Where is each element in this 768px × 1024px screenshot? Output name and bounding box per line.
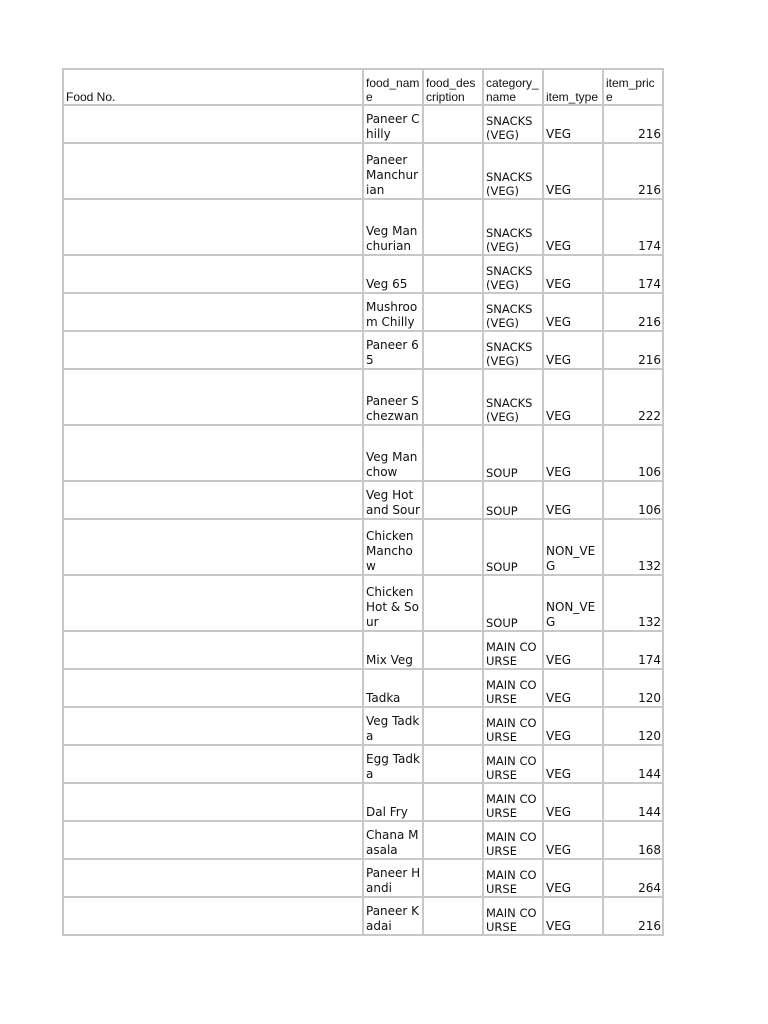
header-food-no[interactable]: Food No. — [63, 69, 363, 105]
table-row — [63, 897, 663, 935]
cell-item-price[interactable]: 174 — [603, 199, 663, 255]
cell-food-no[interactable] — [63, 821, 363, 859]
cell-item-type[interactable]: VEG — [543, 425, 603, 481]
cell-food-name[interactable]: Paneer Chilly — [363, 105, 423, 143]
cell-food-name[interactable]: Mushroom Chilly — [363, 293, 423, 331]
cell-item-type[interactable]: VEG — [543, 369, 603, 425]
cell-food-name[interactable]: Veg Tadka — [363, 707, 423, 745]
table-row — [63, 331, 663, 369]
cell-food-name[interactable]: Chicken Manchow — [363, 519, 423, 575]
cell-food-name[interactable]: Paneer Manchurian — [363, 143, 423, 199]
cell-item-type[interactable]: VEG — [543, 669, 603, 707]
cell-category-name[interactable]: MAIN COURSE — [483, 821, 543, 859]
table-row — [63, 631, 663, 669]
cell-category-name[interactable]: SNACKS (VEG) — [483, 331, 543, 369]
header-category-name[interactable]: category_name — [483, 69, 543, 105]
cell-item-type[interactable]: VEG — [543, 707, 603, 745]
cell-food-description[interactable] — [423, 519, 483, 575]
table-row — [63, 745, 663, 783]
cell-category-name[interactable]: SNACKS (VEG) — [483, 199, 543, 255]
cell-food-description[interactable] — [423, 331, 483, 369]
cell-food-description[interactable] — [423, 821, 483, 859]
cell-category-name[interactable]: SOUP — [483, 425, 543, 481]
cell-item-price[interactable]: 216 — [603, 897, 663, 935]
cell-item-price[interactable]: 216 — [603, 331, 663, 369]
cell-item-type[interactable]: VEG — [543, 745, 603, 783]
cell-item-price[interactable]: 144 — [603, 783, 663, 821]
cell-food-no[interactable] — [63, 199, 363, 255]
table-row — [63, 481, 663, 519]
cell-food-description[interactable] — [423, 105, 483, 143]
cell-item-price[interactable]: 264 — [603, 859, 663, 897]
cell-category-name[interactable]: SNACKS (VEG) — [483, 105, 543, 143]
cell-item-type[interactable]: VEG — [543, 783, 603, 821]
cell-category-name[interactable]: SNACKS (VEG) — [483, 369, 543, 425]
cell-food-description[interactable] — [423, 745, 483, 783]
cell-food-no[interactable] — [63, 105, 363, 143]
cell-item-price[interactable]: 216 — [603, 293, 663, 331]
cell-item-price[interactable]: 174 — [603, 631, 663, 669]
cell-food-description[interactable] — [423, 481, 483, 519]
cell-food-no[interactable] — [63, 369, 363, 425]
cell-food-name[interactable]: Egg Tadka — [363, 745, 423, 783]
cell-food-name[interactable]: Dal Fry — [363, 783, 423, 821]
cell-category-name[interactable]: SOUP — [483, 519, 543, 575]
cell-food-no[interactable] — [63, 519, 363, 575]
cell-item-price[interactable]: 120 — [603, 669, 663, 707]
cell-food-name[interactable]: Veg Hot and Sour — [363, 481, 423, 519]
cell-item-price[interactable]: 120 — [603, 707, 663, 745]
cell-item-price[interactable]: 106 — [603, 481, 663, 519]
cell-food-no[interactable] — [63, 331, 363, 369]
cell-category-name[interactable]: MAIN COURSE — [483, 897, 543, 935]
cell-item-type[interactable]: VEG — [543, 897, 603, 935]
cell-food-no[interactable] — [63, 631, 363, 669]
cell-food-description[interactable] — [423, 631, 483, 669]
cell-item-type[interactable]: NON_VEG — [543, 519, 603, 575]
table-row — [63, 105, 663, 143]
cell-item-type[interactable]: VEG — [543, 821, 603, 859]
cell-item-type[interactable]: VEG — [543, 331, 603, 369]
header-item-type[interactable]: item_type — [543, 69, 603, 105]
cell-category-name[interactable]: MAIN COURSE — [483, 783, 543, 821]
cell-food-no[interactable] — [63, 707, 363, 745]
cell-item-price[interactable]: 216 — [603, 143, 663, 199]
cell-item-type[interactable]: VEG — [543, 859, 603, 897]
cell-food-no[interactable] — [63, 669, 363, 707]
cell-food-no[interactable] — [63, 897, 363, 935]
cell-item-type[interactable]: VEG — [543, 199, 603, 255]
cell-food-no[interactable] — [63, 783, 363, 821]
cell-item-type[interactable]: VEG — [543, 293, 603, 331]
cell-food-description[interactable] — [423, 707, 483, 745]
cell-food-name[interactable]: Paneer Handi — [363, 859, 423, 897]
cell-category-name[interactable]: MAIN COURSE — [483, 707, 543, 745]
cell-item-type[interactable]: VEG — [543, 105, 603, 143]
cell-food-name[interactable]: Mix Veg — [363, 631, 423, 669]
cell-food-name[interactable]: Paneer 65 — [363, 331, 423, 369]
cell-item-price[interactable]: 174 — [603, 255, 663, 293]
cell-category-name[interactable]: SOUP — [483, 575, 543, 631]
cell-food-description[interactable] — [423, 369, 483, 425]
cell-food-description[interactable] — [423, 199, 483, 255]
cell-category-name[interactable]: MAIN COURSE — [483, 669, 543, 707]
cell-item-type[interactable]: VEG — [543, 631, 603, 669]
header-item-price[interactable]: item_price — [603, 69, 663, 105]
cell-food-name[interactable]: Chana Masala — [363, 821, 423, 859]
cell-item-type[interactable]: VEG — [543, 143, 603, 199]
table-row — [63, 707, 663, 745]
table-row — [63, 369, 663, 425]
cell-item-price[interactable]: 222 — [603, 369, 663, 425]
cell-food-name[interactable]: Chicken Hot & Sour — [363, 575, 423, 631]
cell-food-no[interactable] — [63, 143, 363, 199]
cell-category-name[interactable]: MAIN COURSE — [483, 745, 543, 783]
cell-food-no[interactable] — [63, 255, 363, 293]
table-row — [63, 859, 663, 897]
cell-food-description[interactable] — [423, 425, 483, 481]
cell-item-price[interactable]: 144 — [603, 745, 663, 783]
cell-item-price[interactable]: 132 — [603, 575, 663, 631]
table-row — [63, 293, 663, 331]
cell-food-no[interactable] — [63, 745, 363, 783]
food-menu-table — [62, 68, 664, 936]
cell-food-description[interactable] — [423, 575, 483, 631]
cell-category-name[interactable]: SOUP — [483, 481, 543, 519]
table-row — [63, 783, 663, 821]
cell-item-price[interactable]: 132 — [603, 519, 663, 575]
header-food-description[interactable]: food_description — [423, 69, 483, 105]
cell-food-description[interactable] — [423, 255, 483, 293]
cell-food-name[interactable]: Paneer Schezwan — [363, 369, 423, 425]
cell-category-name[interactable]: MAIN COURSE — [483, 859, 543, 897]
cell-category-name[interactable]: SNACKS (VEG) — [483, 293, 543, 331]
cell-food-name[interactable]: Veg Manchow — [363, 425, 423, 481]
cell-food-no[interactable] — [63, 481, 363, 519]
cell-food-description[interactable] — [423, 143, 483, 199]
cell-item-type[interactable]: VEG — [543, 481, 603, 519]
cell-food-description[interactable] — [423, 897, 483, 935]
cell-food-name[interactable]: Paneer Kadai — [363, 897, 423, 935]
cell-item-price[interactable]: 106 — [603, 425, 663, 481]
cell-food-no[interactable] — [63, 425, 363, 481]
cell-food-no[interactable] — [63, 293, 363, 331]
table-row — [63, 575, 663, 631]
cell-food-description[interactable] — [423, 783, 483, 821]
cell-food-description[interactable] — [423, 293, 483, 331]
header-row — [63, 69, 663, 105]
cell-food-no[interactable] — [63, 859, 363, 897]
cell-food-name[interactable]: Veg Manchurian — [363, 199, 423, 255]
cell-category-name[interactable]: SNACKS (VEG) — [483, 143, 543, 199]
cell-food-no[interactable] — [63, 575, 363, 631]
cell-item-type[interactable]: NON_VEG — [543, 575, 603, 631]
cell-food-description[interactable] — [423, 669, 483, 707]
cell-category-name[interactable]: MAIN COURSE — [483, 631, 543, 669]
cell-food-description[interactable] — [423, 859, 483, 897]
cell-item-price[interactable]: 216 — [603, 105, 663, 143]
table-row — [63, 669, 663, 707]
cell-item-price[interactable]: 168 — [603, 821, 663, 859]
table-row — [63, 143, 663, 199]
table-row — [63, 255, 663, 293]
header-food-name[interactable]: food_name — [363, 69, 423, 105]
table-row — [63, 821, 663, 859]
table-row — [63, 519, 663, 575]
cell-food-name[interactable]: Tadka — [363, 669, 423, 707]
cell-item-type[interactable]: VEG — [543, 255, 603, 293]
cell-category-name[interactable]: SNACKS (VEG) — [483, 255, 543, 293]
table-row — [63, 199, 663, 255]
cell-food-name[interactable]: Veg 65 — [363, 255, 423, 293]
table-row — [63, 425, 663, 481]
